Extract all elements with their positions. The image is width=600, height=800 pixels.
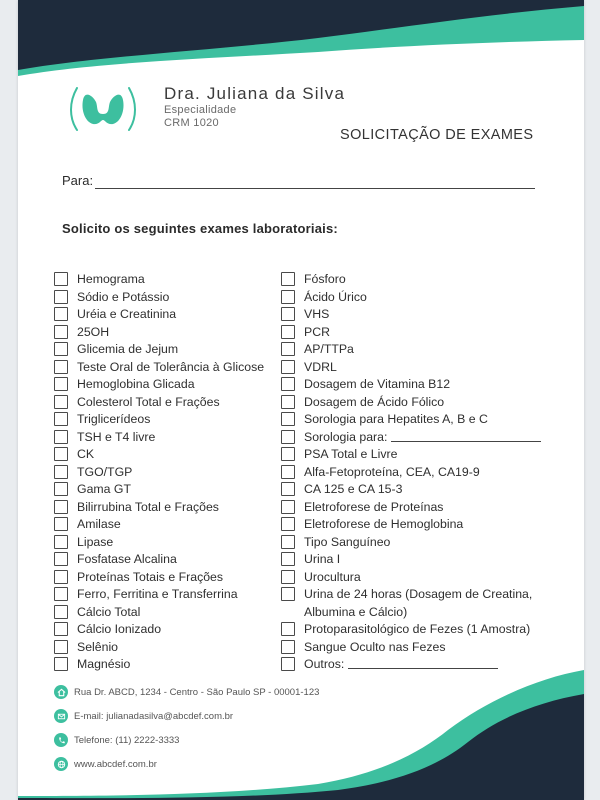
exam-item[interactable] (54, 534, 264, 552)
logo-icon (63, 82, 143, 134)
exam-label: Fosfatase Alcalina (77, 552, 177, 566)
exam-list-left (54, 271, 264, 674)
exam-item[interactable] (281, 551, 552, 569)
exam-item[interactable] (54, 306, 264, 324)
exam-label: Proteínas Totais e Frações (77, 569, 224, 584)
globe-icon (54, 757, 68, 771)
checkbox[interactable] (281, 552, 295, 566)
contact-website (54, 757, 157, 771)
exam-item[interactable] (281, 516, 552, 534)
exam-label: Urina de 24 horas (Dosagem de Creatina, Albumina e Cálcio) (304, 587, 533, 619)
exam-item[interactable] (54, 586, 264, 604)
exam-label: Colesterol Total e Frações (77, 394, 220, 409)
checkbox[interactable] (281, 377, 295, 391)
exam-label: Sódio e Potássio (77, 289, 170, 304)
outros-fill-line[interactable] (348, 656, 498, 669)
exam-item[interactable] (281, 621, 552, 639)
exam-label: Urina I (304, 552, 341, 566)
exam-item[interactable] (54, 341, 264, 359)
exam-label: Amilase (77, 517, 121, 531)
exam-label: Protoparasitológico de Fezes (1 Amostra) (304, 622, 531, 636)
exam-item[interactable] (281, 271, 552, 289)
home-icon (54, 685, 68, 699)
exam-label: Cálcio Ionizado (77, 622, 162, 636)
exam-list-right (281, 271, 552, 674)
exam-item[interactable] (54, 569, 264, 587)
exam-label: Hemoglobina Glicada (77, 377, 195, 391)
exam-label: CA 125 e CA 15-3 (304, 482, 403, 496)
exam-item[interactable] (281, 464, 552, 482)
checkbox[interactable] (281, 342, 295, 356)
checkbox[interactable] (281, 395, 295, 409)
checkbox[interactable] (54, 412, 68, 426)
contact-phone (54, 733, 179, 747)
exam-item[interactable] (281, 324, 552, 342)
exam-label: Selênio (77, 639, 119, 654)
exam-item[interactable] (281, 376, 552, 394)
doctor-crm: CRM 1020 (164, 117, 219, 129)
exam-label: VDRL (304, 359, 337, 374)
header-decoration (18, 0, 584, 80)
exam-item[interactable] (281, 306, 552, 324)
exam-label: PCR (304, 324, 330, 339)
checkbox[interactable] (54, 307, 68, 321)
exam-item[interactable] (54, 271, 264, 289)
exam-label: Eletroforese de Hemoglobina (304, 517, 464, 531)
exam-item[interactable] (281, 639, 552, 657)
exam-label: Bilirrubina Total e Frações (77, 499, 219, 514)
exam-item[interactable] (54, 639, 264, 657)
checkbox[interactable] (54, 500, 68, 514)
exam-item[interactable] (281, 341, 552, 359)
checkbox[interactable] (281, 447, 295, 461)
exam-item[interactable] (54, 376, 264, 394)
exam-label: Dosagem de Vitamina B12 (304, 377, 451, 391)
exam-label: Magnésio (77, 657, 131, 671)
checkbox[interactable] (54, 447, 68, 461)
exam-item[interactable] (54, 516, 264, 534)
checkbox[interactable] (54, 517, 68, 531)
contact-text: Rua Dr. ABCD, 1234 - Centro - São Paulo SP - 00001-123 (74, 686, 320, 698)
exam-label: Triglicerídeos (77, 412, 151, 426)
exam-label: Ácido Úrico (304, 289, 367, 304)
exam-item[interactable] (281, 429, 552, 447)
exam-label: Hemograma (77, 272, 145, 286)
exam-label: Sorologia para Hepatites A, B e C (304, 412, 488, 426)
exam-label: VHS (304, 307, 330, 321)
checkbox[interactable] (54, 325, 68, 339)
contact-text[interactable]: www.abcdef.com.br (74, 758, 157, 770)
checkbox[interactable] (54, 395, 68, 409)
checkbox[interactable] (54, 535, 68, 549)
exam-item[interactable] (54, 621, 264, 639)
exam-label: Eletroforese de Proteínas (304, 499, 444, 514)
exam-label: Outros: (304, 657, 345, 671)
exam-item[interactable] (281, 569, 552, 587)
checkbox[interactable] (281, 430, 295, 444)
checkbox[interactable] (281, 360, 295, 374)
exam-label: Uréia e Creatinina (77, 307, 177, 321)
exam-label: Teste Oral de Tolerância à Glicose (77, 359, 265, 374)
doctor-name: Dra. Juliana da Silva (164, 84, 346, 103)
checkbox[interactable] (281, 500, 295, 514)
checkbox[interactable] (54, 430, 68, 444)
exam-item[interactable] (281, 586, 552, 621)
exam-item[interactable] (54, 394, 264, 412)
checkbox[interactable] (54, 482, 68, 496)
exam-item[interactable] (54, 481, 264, 499)
checkbox[interactable] (54, 377, 68, 391)
checkbox[interactable] (281, 570, 295, 584)
exam-request-sheet (18, 0, 584, 800)
contact-address (54, 685, 319, 699)
contact-email (54, 709, 233, 723)
checkbox[interactable] (281, 290, 295, 304)
exam-item[interactable] (281, 411, 552, 429)
sorologia-fill-line[interactable] (391, 429, 541, 442)
para-label: Para: (62, 173, 94, 188)
exam-label: 25OH (77, 324, 110, 339)
exam-item[interactable] (54, 499, 264, 517)
para-field[interactable] (95, 188, 535, 189)
checkbox[interactable] (54, 605, 68, 619)
exam-label: Tipo Sanguíneo (304, 534, 391, 549)
exam-item[interactable] (281, 359, 552, 377)
checkbox[interactable] (54, 640, 68, 654)
checkbox[interactable] (281, 587, 295, 601)
doctor-specialty: Especialidade (164, 104, 237, 116)
exam-item[interactable] (54, 604, 264, 622)
checkbox[interactable] (54, 657, 68, 671)
checkbox[interactable] (54, 290, 68, 304)
mail-icon (54, 709, 68, 723)
exam-item[interactable] (54, 446, 264, 464)
exam-label: Lipase (77, 534, 114, 549)
exam-item[interactable] (281, 534, 552, 552)
exam-item[interactable] (54, 551, 264, 569)
exam-item[interactable] (54, 411, 264, 429)
checkbox[interactable] (281, 307, 295, 321)
exam-item[interactable] (281, 499, 552, 517)
exam-label: Ferro, Ferritina e Transferrina (77, 587, 238, 601)
exam-label: TSH e T4 livre (77, 429, 156, 444)
exam-item[interactable] (281, 446, 552, 464)
exam-label: Dosagem de Ácido Fólico (304, 394, 445, 409)
checkbox[interactable] (54, 622, 68, 636)
exam-item[interactable] (281, 289, 552, 307)
checkbox[interactable] (54, 587, 68, 601)
exam-label: Gama GT (77, 482, 131, 496)
exam-label: AP/TTPa (304, 342, 354, 356)
exam-label: Glicemia de Jejum (77, 342, 179, 356)
exam-label: Sorologia para: (304, 429, 388, 444)
exam-item[interactable] (54, 359, 264, 377)
exam-item[interactable] (281, 394, 552, 412)
checkbox[interactable] (54, 465, 68, 479)
exam-item[interactable] (54, 464, 264, 482)
exam-item[interactable] (281, 481, 552, 499)
checkbox[interactable] (281, 272, 295, 286)
checkbox[interactable] (281, 640, 295, 654)
checkbox[interactable] (54, 360, 68, 374)
exam-label: Sangue Oculto nas Fezes (304, 639, 446, 654)
exam-label: PSA Total e Livre (304, 447, 398, 461)
checkbox[interactable] (281, 465, 295, 479)
contact-text[interactable]: E-mail: julianadasilva@abcdef.com.br (74, 710, 234, 722)
checkbox[interactable] (281, 657, 295, 671)
checkbox[interactable] (54, 272, 68, 286)
exam-item[interactable] (54, 324, 264, 342)
checkbox[interactable] (54, 342, 68, 356)
exam-item[interactable] (54, 429, 264, 447)
checkbox[interactable] (281, 325, 295, 339)
form-title: SOLICITAÇÃO DE EXAMES (340, 127, 534, 143)
exam-label: Cálcio Total (77, 604, 141, 619)
checkbox[interactable] (54, 570, 68, 584)
exam-label: TGO/TGP (77, 464, 133, 479)
checkbox[interactable] (281, 517, 295, 531)
checkbox[interactable] (281, 535, 295, 549)
exam-item[interactable] (54, 289, 264, 307)
exam-label: Fósforo (304, 272, 346, 286)
checkbox[interactable] (281, 412, 295, 426)
contact-text: Telefone: (11) 2222-3333 (74, 734, 180, 746)
checkbox[interactable] (281, 622, 295, 636)
exam-label: Alfa-Fetoproteína, CEA, CA19-9 (304, 464, 480, 479)
exam-label: CK (77, 447, 95, 461)
request-lead-text: Solicito os seguintes exames laboratoriais: (62, 221, 338, 236)
exam-label: Urocultura (304, 569, 361, 584)
checkbox[interactable] (281, 482, 295, 496)
checkbox[interactable] (54, 552, 68, 566)
phone-icon (54, 733, 68, 747)
